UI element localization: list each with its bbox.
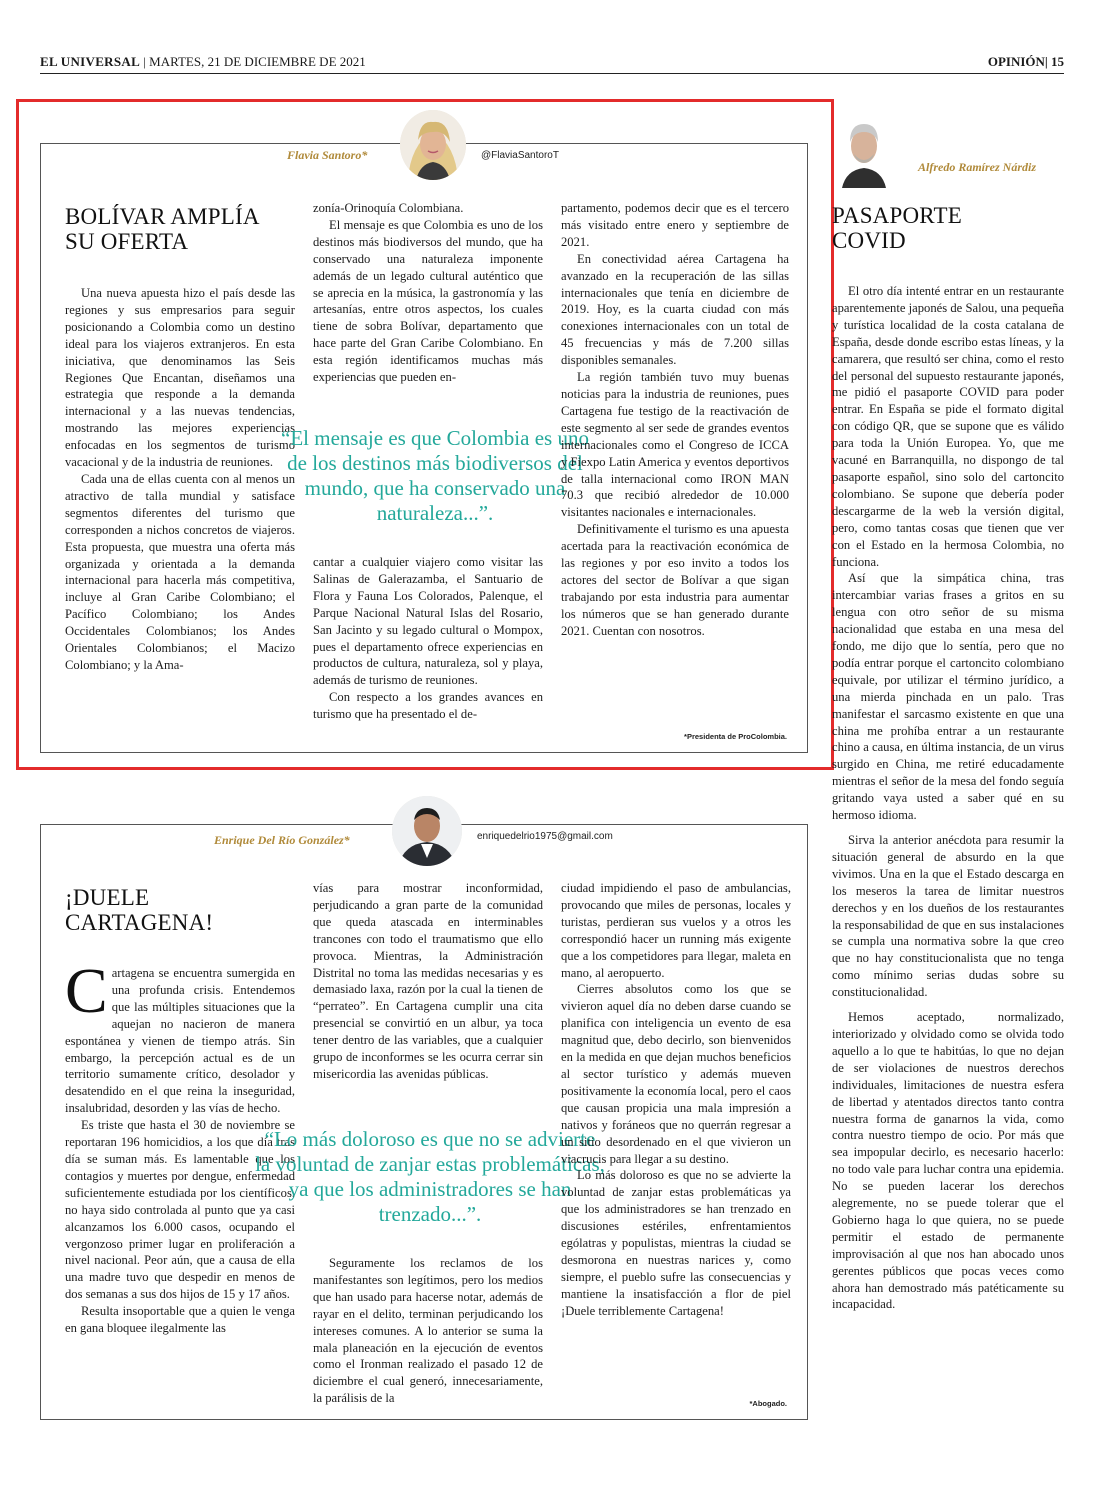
article-column-2-bottom bbox=[313, 1255, 543, 1407]
drop-cap: C bbox=[65, 955, 108, 1026]
paragraph: Cierres absolutos como los que se vivieron aquel día no deben darse cuando se planifica con inteligencia un evento de esa magnitud que, debo decirlo, son bienvenidos en la medida en que dejan muchos beneficios al sector turístico y además mueven positivamente la economía local, pero el caos que causan propicia una mala impresión a nativos y foráneos que no querrán regresar a un sitio desordenado en el que vivieron un viacrucis para llegar a su destino. bbox=[561, 982, 791, 1166]
paragraph: Definitivamente el turismo es una apuesta acertada para la reactivación económica de las regiones y por eso invito a todos los actores del sector de Bolívar a que sigan trabajando por esta industria para aumentar los números que se han generado durante 2021. Cuentan con nosotros. bbox=[561, 522, 789, 638]
article-column-3 bbox=[561, 880, 791, 1320]
author-photo bbox=[836, 112, 892, 188]
paragraph: En conectividad aérea Cartagena ha avanzado en la recuperación de las sillas internacionales que tenía en diciembre de 2019. Hoy, es la cuarta ciudad con más conexiones internacionales con un total de 45 frecuencias y más de 7.200 sillas disponibles semanales. bbox=[561, 251, 789, 368]
paragraph: Así que la simpática china, tras intercambiar varias frases a gritos en su lengua con otro señor de su misma nacionalidad que estaba en una mesa del fondo, me dijo que lo sentía, pero que no podía entrar porque el cartoncito colombiano equivale, por utilizar el término jurídico, a una mierda pinchada en un palo. Tras manifestar el sarcasmo existente en que una china me prohíba entrar a un restaurante chino a causa, en última instancia, de un virus surgido en China, me retiré educadamente mientras el señor de la mesa del fondo seguía gritando vaya usted a saber qué en su hermoso idioma. bbox=[832, 571, 1064, 823]
masthead-left bbox=[40, 54, 366, 70]
paragraph: Seguramente los reclamos de los manifestantes son legítimos, pero los medios que han usado para hacerse notar, además de rayar en el delito, terminan perjudicando los intereses comunes. A lo anterior se suma la mala planeación en la ejecución de eventos como el Ironman realizado el pasado 12 de diciembre el cual generó, innecesariamente, la parálisis de la bbox=[313, 1256, 543, 1406]
paragraph: cantar a cualquier viajero como visitar las Salinas de Galerazamba, el Santuario de Flora y Fauna Los Colorados, Palenque, el Parque Nacional Natural Islas del Rosario, San Jacinto y su legado cultural o Mompox, pues el departamento ofrece experiencias en productos de cultura, naturaleza, sol y playa, además de turismo de reuniones. bbox=[313, 555, 543, 688]
author-twitter: @FlaviaSantoroT bbox=[481, 150, 559, 161]
author-name: Flavia Santoro* bbox=[287, 148, 368, 162]
paragraph: ciudad impidiendo el paso de ambulancias, provocando que miles de personas, locales y turistas, perdieran sus vuelos y a otros les correspondió hacer un running más exigente que a los competidores para llegar, maleta en mano, al aeropuerto. bbox=[561, 881, 791, 980]
headline: PASAPORTE COVID bbox=[832, 203, 962, 253]
author-name: Enrique Del Río González* bbox=[214, 833, 350, 847]
paragraph: Es triste que hasta el 30 de noviembre se reportaran 196 homicidios, a los que día tras día se suman más. Es lamentable que los contagios y muertes por dengue, enfermedad suficientemente estudiada por los científicos, no haya sido controlada al punto que ya casi alcanzamos los 6.000 casos, ocupando el vergonzoso primer lugar en proliferación a nivel nacional. Peor aún, que a causa de ella una madre tuvo que despedir en menos de dos semanas a sus dos hijos de 15 y 17 años. bbox=[65, 1118, 295, 1302]
paragraph: vías para mostrar inconformidad, perjudicando a gran parte de la comunidad que queda atascada en interminables trancones con todo el traumatismo que ello provoca. Mientras, la Administración Distrital no toma las medidas necesarias y es demasiado laxa, razón por la cual la tienen de “perrateo”. En Cartagena cumplir una cita presencial se convirtió en un albur, ya toca tener dentro de las variables, que a cualquier grupo de inconformes se les ocurra cerrar sin misericordia las avenidas públicas. bbox=[313, 881, 543, 1081]
author-portrait-illustration bbox=[836, 112, 892, 188]
author-footnote: *Presidenta de ProColombia. bbox=[684, 732, 787, 741]
paragraph: La región también tuvo muy buenas noticias para la industria de reuniones, pues Cartagena fue testigo de la reactivación de este segmento al ser sede de grandes eventos internacionales como el Congreso de ICCA y Fiexpo Latin America y eventos deportivos de talla internacional como IRON MAN 70.3 que recibió alrededor de 10.000 visitantes nacionales e internacionales. bbox=[561, 370, 789, 520]
headline: BOLÍVAR AMPLÍA SU OFERTA bbox=[65, 204, 259, 254]
pull-quote: “El mensaje es que Colombia es uno de los destinos más biodiversos del mundo, que ha conservado una naturaleza...”. bbox=[281, 426, 589, 525]
article-column bbox=[832, 283, 1064, 1313]
pull-quote: “Lo más doloroso es que no se advierte la voluntad de zanjar estas problemáticas, ya que los administradores se han trenzado...”. bbox=[255, 1127, 605, 1226]
article-column-2-top bbox=[313, 880, 543, 1083]
paragraph: Lo más doloroso es que no se advierte la voluntad de zanjar estas problemáticas ya que los administradores se han trenzado en discusiones estériles, enfrentamientos ególatras y populistas, mientras la ciudad se desmorona en nuestras narices y, como siempre, el pueblo sufre las consecuencias y mantiene la insatisfacción a flor de piel ¡Duele terriblemente Cartagena! bbox=[561, 1168, 791, 1318]
author-name: Alfredo Ramírez Nárdiz bbox=[918, 160, 1037, 174]
paragraph: Una nueva apuesta hizo el país desde las regiones y sus empresarios para seguir posicionando a Colombia como un destino ideal para los viajeros extranjeros. En esta iniciativa, que denominamos las Seis Regiones Que Encantan, diseñamos una estrategia que responde a la demanda internacional y a las nuevas tendencias, mostrando las mejores experiencias enfocadas en los segmentos de turismo vacacional y de la industria de reuniones. bbox=[65, 286, 295, 470]
paragraph: Hemos aceptado, normalizado, interiorizado y olvidado como se olvida todo aquello a lo que te habitúas, lo que no dejan de ser violaciones de nuestros derechos individuales, limitaciones de nuestra esfera de libertad y atentados directos tanto contra nuestra forma de ganarnos la vida, como contra nuestro tiempo de ocio. Por más que sea impopular decirlo, es necesario hacerlo: no todo vale para luchar contra una epidemia. No se pueden lacerar los derechos alegremente, no se puede tolerar que el Gobierno haga lo que quiera, no se puede permitir el estado de permanente improvisación al que nos han abocado unos gerentes públicos que pocas veces como ahora han demostrado más patéticamente su incapacidad. bbox=[832, 1010, 1064, 1312]
headline: ¡DUELE CARTAGENA! bbox=[65, 885, 214, 935]
section-page: OPINIÓN| 15 bbox=[987, 54, 1064, 69]
paragraph: Resulta insoportable que a quien le venga en gana bloquee ilegalmente las bbox=[65, 1304, 295, 1336]
author-email: enriquedelrio1975@gmail.com bbox=[477, 831, 613, 842]
author-photo bbox=[392, 796, 462, 866]
author-footnote: *Abogado. bbox=[749, 1399, 787, 1408]
masthead bbox=[40, 52, 1064, 74]
paragraph: El mensaje es que Colombia es uno de los destinos más biodiversos del mundo, que ha conservado una naturaleza imponente además de un legado cultural auténtico que se aprecia en la música, la gastronomía y las artesanías, entre otros aspectos, los cuales tiene de sobra Bolívar, departamento que hace parte del Gran Caribe Colombiano. En esta región identificamos muchas más experiencias que pueden en- bbox=[313, 217, 543, 385]
paragraph: zonía-Orinoquía Colombiana. bbox=[313, 201, 464, 215]
issue-date: | MARTES, 21 DE DICIEMBRE DE 2021 bbox=[143, 54, 366, 69]
article-cartagena bbox=[40, 824, 808, 1420]
paper-name: EL UNIVERSAL bbox=[40, 54, 141, 69]
paragraph: Sirva la anterior anécdota para resumir la situación general de absurdo en la que vivimos. Una en la que el Estado descarga en los meseros la tarea de limitar nuestros derechos y en los dueños de los restaurantes la responsabilidad de que en sus instalaciones se cumpla una normativa sobre la que creo que no hay constitucionalista que no tenga como mínimo serias dudas sobre su constitucionalidad. bbox=[832, 833, 1064, 1000]
paragraph: Cada una de ellas cuenta con al menos un atractivo de talla mundial y satisface segmentos diferentes del turismo que corresponden a nichos concretos de viajeros. Esta propuesta, que muestra una oferta más organizada y orientada a la demanda internacional para hacerla más competitiva, incluye al Gran Caribe Colombiano; el Pacífico Colombiano; los Andes Occidentales Colombianos; los Andes Orientales Colombianos; el Macizo Colombiano; y la Ama- bbox=[65, 471, 295, 672]
paragraph: El otro día intenté entrar en un restaurante aparentemente japonés de Salou, una pequeña y turística localidad de la costa catalana de España, desde donde escribo estas líneas, y la camarera, que resultó ser china, como el resto del personal del supuesto restaurante japonés, me pidió el pasaporte COVID para poder entrar. En España se pide el formato digital con código QR, que se supone que es válido para toda la Unión Europea. Yo, que me vacuné en Barranquilla, no dispongo de tal pasaporte español, sino solo del cartoncito colombiano. Se supone que debería poder descargarme de la web la versión digital, pero, como tantas cosas que tienen que ver con el Estado en la hermosa Colombia, no funciona. bbox=[832, 284, 1064, 569]
author-portrait-illustration bbox=[392, 796, 462, 866]
paragraph: partamento, podemos decir que es el tercero más visitado entre enero y septiembre de 2021. bbox=[561, 201, 789, 249]
selection-highlight bbox=[16, 99, 834, 770]
paragraph-text: artagena se encuentra sumergida en una profunda crisis. Entendemos que las múltiples situaciones que la aquejan no nacieron de manera espontánea y vienen de tiempo atrás. Sin embargo, la percepción actual es de un territorio sumamente crítico, desolador y desatendido en el que reina la inseguridad, insalubridad, desorden y las vías de hecho. bbox=[65, 966, 295, 1116]
paragraph bbox=[65, 955, 295, 1117]
paragraph: Con respecto a los grandes avances en turismo que ha presentado el de- bbox=[313, 690, 543, 722]
